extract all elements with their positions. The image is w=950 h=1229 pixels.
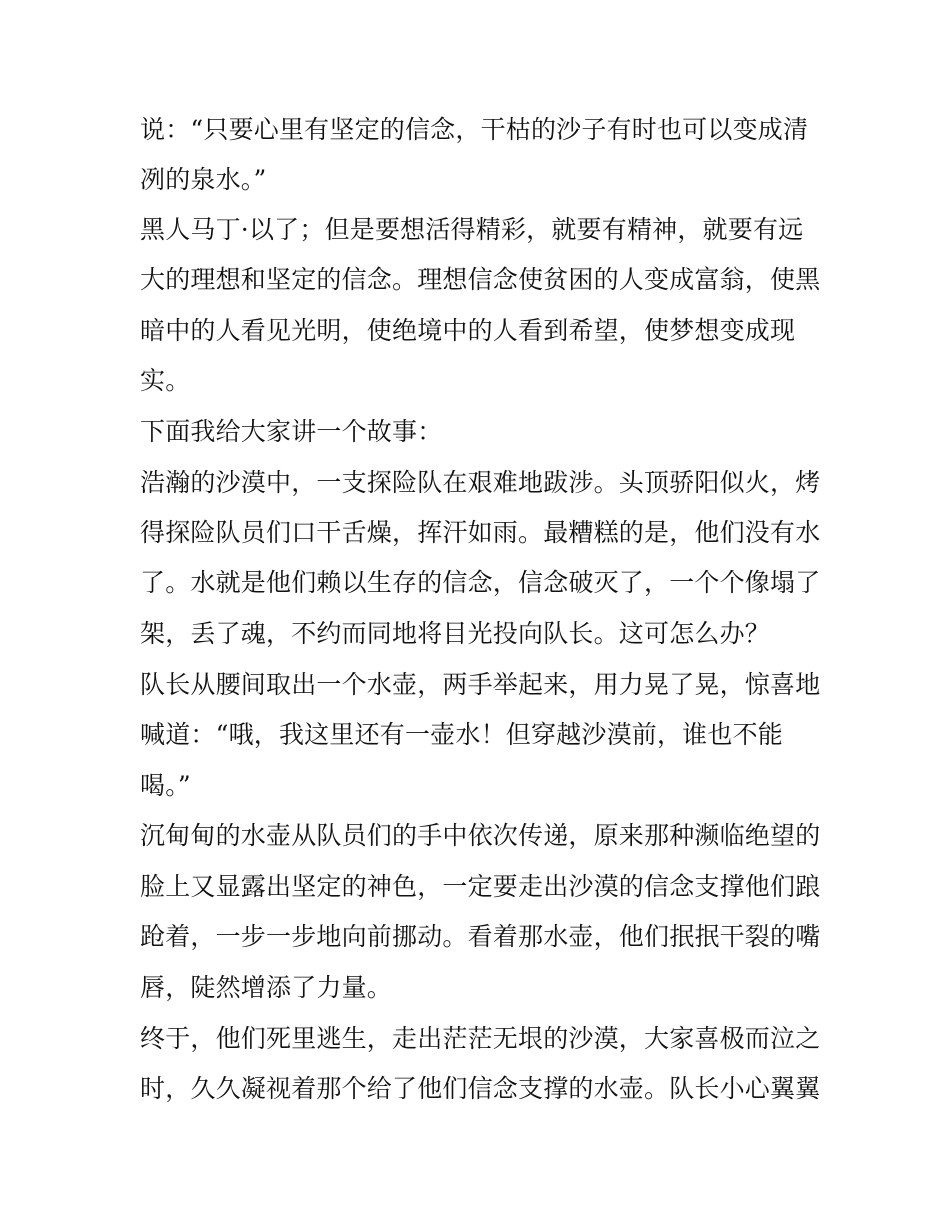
text-line: 队长从腰间取出一个水壶，两手举起来，用力晃了晃，惊喜地	[140, 670, 821, 699]
text-line: 得探险队员们口干舌燥，挥汗如雨。最糟糕的是，他们没有水	[140, 518, 821, 547]
text-line: 冽的泉水。”	[140, 165, 267, 194]
text-line: 架，丢了魂，不约而同地将目光投向队长。这可怎么办？	[140, 619, 771, 648]
text-line: 沉甸甸的水壶从队员们的手中依次传递，原来那种濒临绝望的	[140, 821, 821, 850]
text-line: 下面我给大家讲一个故事：	[140, 417, 443, 446]
text-line: 终于，他们死里逃生，走出茫茫无垠的沙漠，大家喜极而泣之	[140, 1024, 821, 1053]
text-line: 时，久久凝视着那个给了他们信念支撑的水壶。队长小心翼翼	[140, 1074, 821, 1103]
text-line: 说：“只要心里有坚定的信念，干枯的沙子有时也可以变成清	[140, 115, 809, 144]
text-line: 大的理想和坚定的信念。理想信念使贫困的人变成富翁，使黑	[140, 265, 821, 294]
text-line: 喝。”	[140, 771, 191, 800]
text-line: 喊道：“哦，我这里还有一壶水！但穿越沙漠前，谁也不能	[140, 720, 783, 749]
text-line: 了。水就是他们赖以生存的信念，信念破灭了，一个个像塌了	[140, 568, 821, 597]
text-line: 浩瀚的沙漠中，一支探险队在艰难地跋涉。头顶骄阳似火，烤	[140, 468, 821, 497]
text-line: 暗中的人看见光明，使绝境中的人看到希望，使梦想变成现	[140, 316, 796, 345]
text-line: 脸上又显露出坚定的神色，一定要走出沙漠的信念支撑他们踉	[140, 872, 821, 901]
text-line: 唇，陡然增添了力量。	[140, 973, 393, 1002]
text-line: 跄着，一步一步地向前挪动。看着那水壶，他们抿抿干裂的嘴	[140, 922, 821, 951]
text-line: 黑人马丁·以了；但是要想活得精彩，就要有精神，就要有远	[140, 215, 804, 244]
text-line: 实。	[140, 366, 191, 395]
